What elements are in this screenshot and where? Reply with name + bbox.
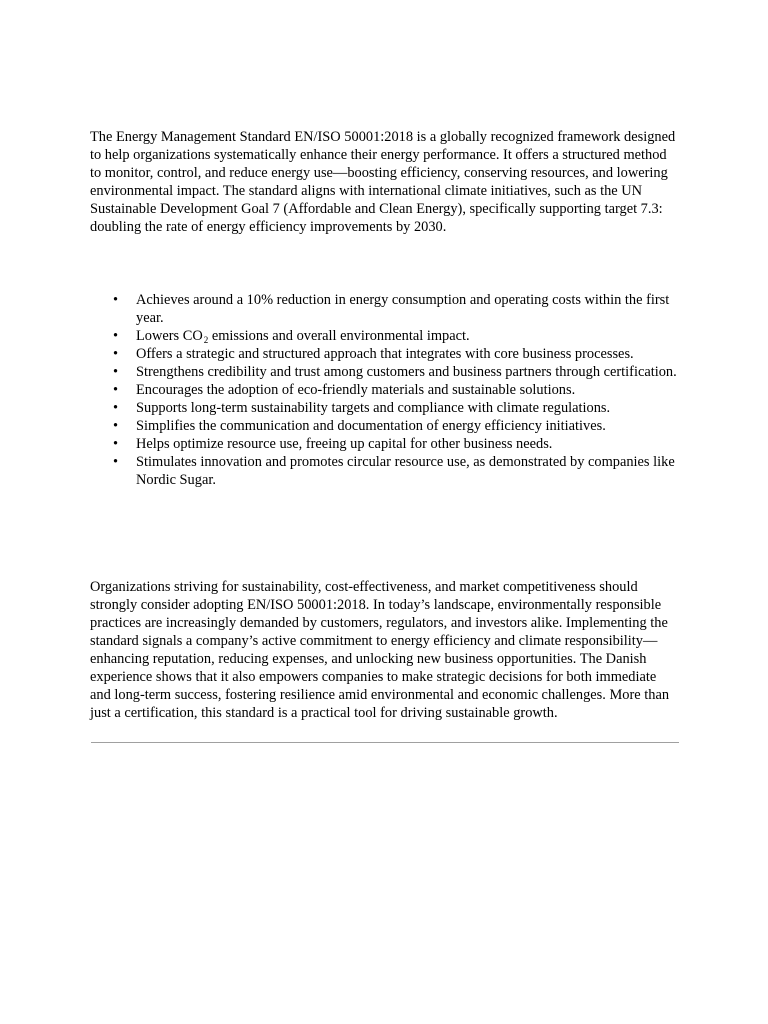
intro-paragraph: The Energy Management Standard EN/ISO 50001:2018 is a globally recognized framework designed to help organizations systematically enhance their energy performance. It offers a structured method to monitor, control, and reduce energy use—boosting efficiency, conserving resources, and lowering environmental impact. The standard aligns with international climate initiatives, such as the UN Sustainable Development Goal 7 (Affordable and Clean Energy), specifically supporting target 7.3: doubling the rate of energy efficiency improvements by 2030. [90, 129, 676, 235]
bullet-icon: • [113, 346, 119, 362]
bullet-icon: • [113, 328, 119, 344]
benefit-item [113, 417, 680, 435]
benefit-item [113, 327, 680, 345]
benefit-text: Stimulates innovation and promotes circular resource use, as demonstrated by companies like Nordic Sugar. [136, 454, 675, 488]
benefit-text: Lowers CO [136, 328, 203, 344]
benefit-text: Simplifies the communication and documentation of energy efficiency initiatives. [136, 418, 606, 434]
bullet-icon: • [113, 436, 119, 452]
horizontal-divider [91, 742, 679, 743]
bullet-icon: • [113, 418, 119, 434]
benefit-item [113, 399, 680, 417]
bullet-icon: • [113, 400, 119, 416]
benefit-item [113, 345, 680, 363]
benefit-text-continued: emissions and overall environmental impact. [208, 328, 470, 344]
benefit-item [113, 435, 680, 453]
conclusion-paragraph: Organizations striving for sustainability, cost-effectiveness, and market competitiveness should strongly consider adopting EN/ISO 50001:2018. In today’s landscape, environmentally responsible practices are increasingly demanded by customers, regulators, and investors alike. Implementing the standard signals a company’s active commitment to energy efficiency and climate responsibility—enhancing reputation, reducing expenses, and unlocking new business opportunities. The Danish experience shows that it also empowers companies to make strategic decisions for both immediate and long-term success, fostering resilience amid environmental and economic challenges. More than just a certification, this standard is a practical tool for driving sustainable growth. [90, 579, 670, 721]
document-body [90, 128, 680, 750]
benefit-text: Supports long-term sustainability targets and compliance with climate regulations. [136, 400, 611, 416]
benefit-text: Strengthens credibility and trust among customers and business partners through certification. [136, 364, 677, 380]
benefit-item [113, 453, 680, 489]
bullet-icon: • [113, 292, 119, 308]
benefits-list [90, 291, 680, 489]
co2-subscript: 2 [203, 335, 209, 345]
bullet-icon: • [113, 364, 119, 380]
bullet-icon: • [113, 382, 119, 398]
bullet-icon: • [113, 454, 119, 470]
benefit-item [113, 381, 680, 399]
benefit-text: Encourages the adoption of eco-friendly materials and sustainable solutions. [136, 382, 576, 398]
benefit-text: Achieves around a 10% reduction in energy consumption and operating costs within the first year. [136, 292, 670, 326]
benefit-item [113, 363, 680, 381]
benefit-text: Offers a strategic and structured approach that integrates with core business processes. [136, 346, 634, 362]
benefit-item [113, 291, 680, 327]
benefit-text: Helps optimize resource use, freeing up capital for other business needs. [136, 436, 553, 452]
